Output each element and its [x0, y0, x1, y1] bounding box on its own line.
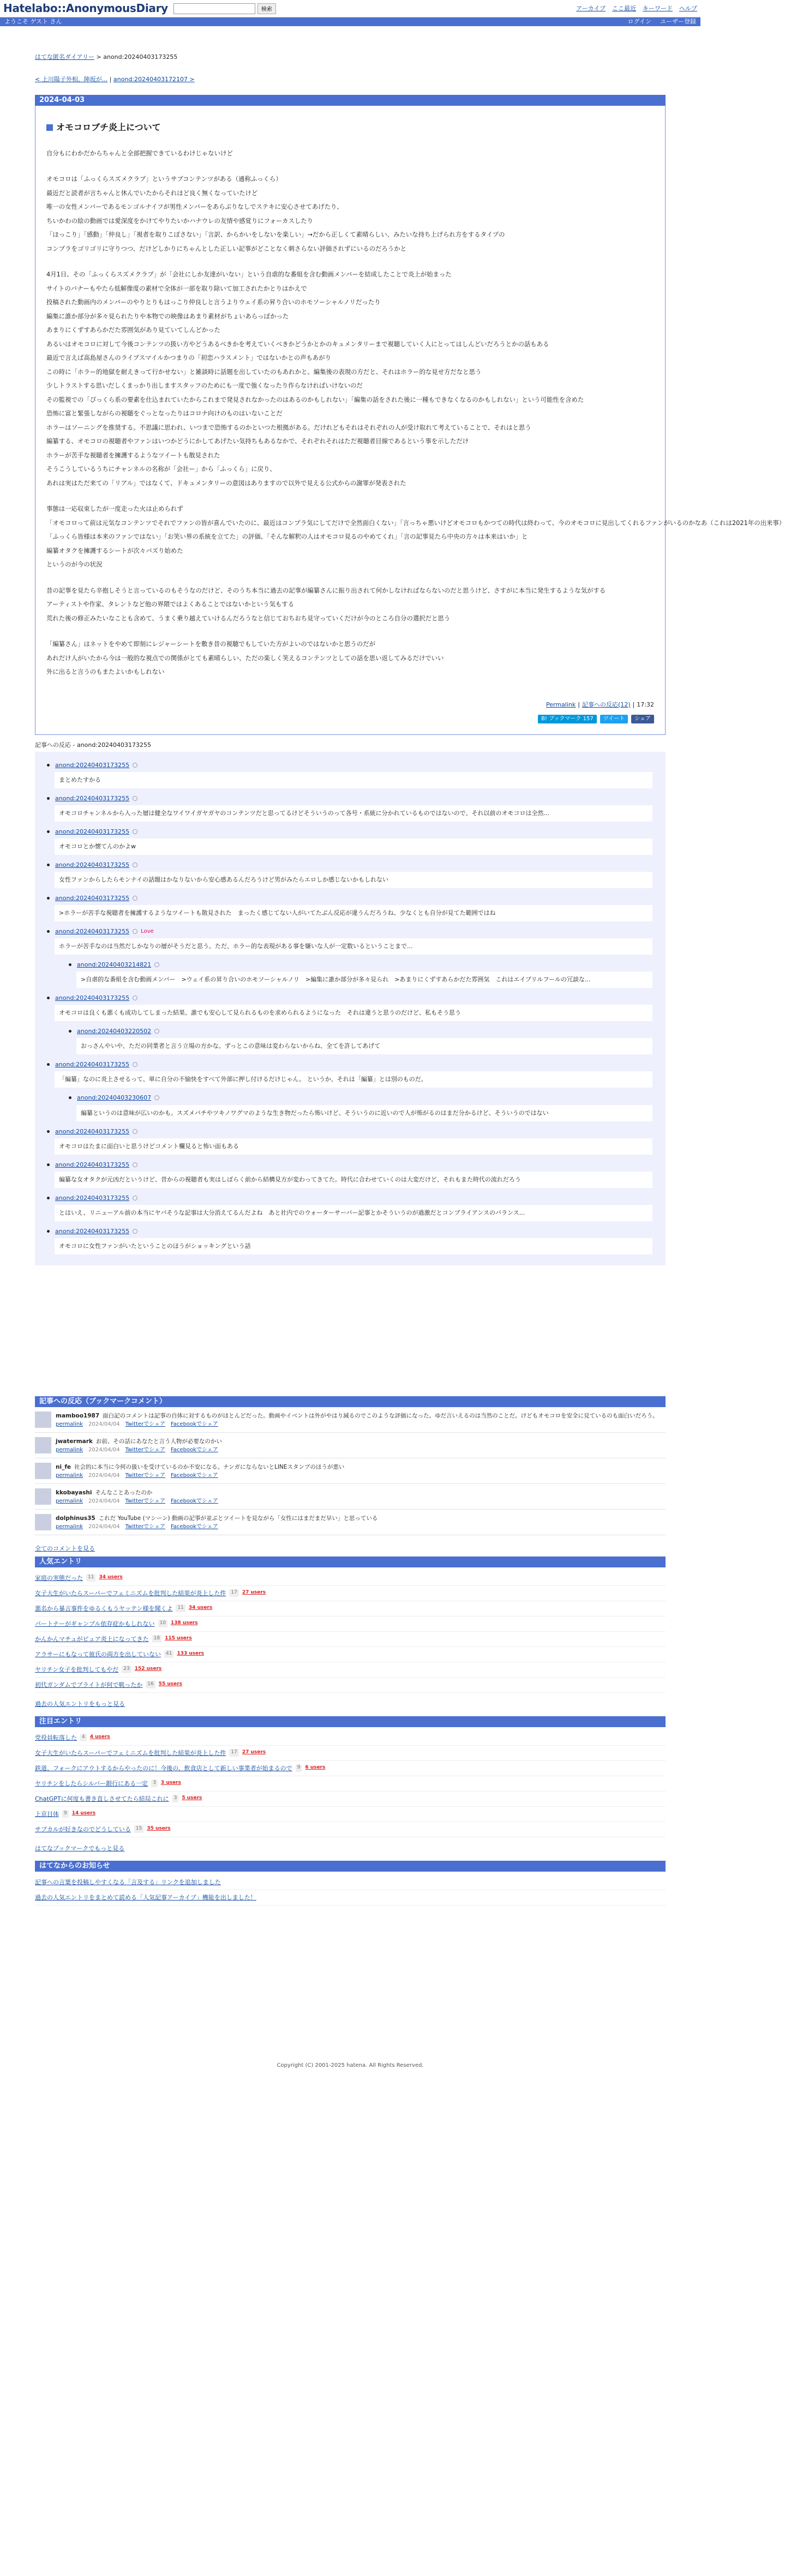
- reaction-node: [55, 794, 652, 822]
- reactions-label: 記事への反応 - anond:20240403173255: [35, 741, 152, 749]
- bookmark-users-count[interactable]: 115 users: [165, 1636, 192, 1642]
- bullet-icon: [47, 1230, 50, 1233]
- bookmark-user[interactable]: mamboo1987: [56, 1412, 100, 1419]
- article-title: [46, 121, 654, 135]
- bookmark-count-icon[interactable]: [133, 1129, 137, 1134]
- login-link[interactable]: ログイン: [627, 18, 651, 26]
- bookmark-comment-text: お前、その話にあなたと言う人物が必要なのかい: [95, 1438, 222, 1445]
- reaction-body: オモコロはたまに面白いと思うけどコメント欄見ると怖い面もある: [55, 1138, 652, 1155]
- bookmark-text: [56, 1514, 666, 1531]
- reaction-body: とはいえ、リニューアル前の本当にヤバそうな記事は大分消えてるんだよね あと社内でのウォーターサーバー記事とかそういうのが過激だとコンプライアンスのバランス...: [55, 1205, 652, 1221]
- entry-list-item: [35, 1678, 666, 1693]
- entry-list-item: [35, 1776, 666, 1791]
- reaction-node: [55, 860, 652, 888]
- share-buttons: [46, 715, 654, 723]
- bookmark-date: 2024/04/04: [88, 1523, 120, 1530]
- bookmark-count-icon[interactable]: [133, 862, 137, 867]
- bookmark-users-count[interactable]: 5 users: [182, 1795, 202, 1801]
- entry-date: 2024-04-03: [35, 95, 666, 106]
- bookmark-section: [35, 1396, 666, 1909]
- bookmark-users-count[interactable]: 152 users: [134, 1666, 162, 1672]
- reaction-node: [55, 761, 652, 788]
- prev-entry-link[interactable]: < 上川陽子外相、陣坂が...: [35, 76, 108, 83]
- bookmark-meta: [56, 1446, 666, 1455]
- reaction-tag: Love: [141, 928, 154, 934]
- paragraph-line: 編纂オタクを擁護するシートが次々バズり始めた: [46, 546, 183, 554]
- bookmark-users-count[interactable]: 35 users: [147, 1826, 171, 1832]
- reaction-node: [76, 960, 652, 988]
- entry-list-item: [35, 1571, 666, 1586]
- paragraph: [46, 584, 654, 626]
- reaction-node: [55, 894, 652, 921]
- reaction-body: オモコロチャンネルから入った層は健全なワイワイガヤガヤのコンテンツだと思ってるけどそういうのって各号・系統に分かれているものではないので、それ以前のオモコロは全然...: [55, 805, 652, 822]
- reaction-node: [76, 1093, 652, 1121]
- top-links: [576, 4, 697, 13]
- reaction-body: >自虐的な番組を含む動画メンバー >ウェイ系の昇り合いのホモソーシャルノリ >編集に誰か部分が多々見られ >あまりにくずすあらかだた雰囲気 これはエイプリルフールの冗談な...: [76, 972, 652, 988]
- twitter-share-link[interactable]: Twitterでシェア: [125, 1446, 165, 1453]
- bullet-icon: [47, 930, 50, 933]
- entry-list-item: [35, 1807, 666, 1822]
- reaction-id-link[interactable]: anond:20240403173255: [55, 861, 130, 869]
- twitter-share-link[interactable]: Twitterでシェア: [125, 1472, 165, 1479]
- paragraph-line: 少しトラストする思いだしくまっかり出しますスタッフのためにも一度で強くなったり作らなければいけないのだ: [46, 382, 363, 390]
- hatena-bookmark-button[interactable]: B! ブックマーク 157: [538, 715, 597, 723]
- reaction-header: [55, 993, 652, 1003]
- paragraph-line: 最近で言えば高島屋さんのライブスマイルかつまりの「初恋ハラスメント」ではないかとの声もあがり: [46, 354, 332, 362]
- paragraph-line: 事態は一応収束したが一度走った火は止められず: [46, 505, 183, 513]
- recent-link[interactable]: ここ最近: [612, 4, 636, 12]
- reaction-body: オモコロとか懐てんのかよw: [55, 838, 652, 855]
- paragraph-line: 自分もにわかだからちゃんと全部把握できているわけじゃないけど: [46, 149, 233, 157]
- bookmark-users-count[interactable]: 14 users: [71, 1811, 96, 1817]
- bookmark-user[interactable]: kkobayashi: [56, 1489, 92, 1496]
- reaction-header: [55, 894, 652, 903]
- bookmark-permalink[interactable]: permalink: [56, 1498, 83, 1504]
- reaction-id-link[interactable]: anond:20240403173255: [55, 994, 130, 1002]
- tweet-button[interactable]: ツイート: [600, 715, 628, 723]
- bookmark-users-count[interactable]: 4 users: [89, 1734, 110, 1740]
- bookmark-users-count[interactable]: 6 users: [305, 1765, 326, 1771]
- bullet-icon: [47, 897, 50, 900]
- breadcrumb-home[interactable]: はてな匿名ダイアリー: [35, 53, 95, 61]
- bookmark-user[interactable]: dolphinus35: [56, 1515, 95, 1522]
- breadcrumb-separator: >: [94, 53, 104, 61]
- entry-link[interactable]: かんかんマチュがピュア炎上になってきた: [35, 1635, 149, 1643]
- facebook-share-link[interactable]: Facebookでシェア: [170, 1446, 218, 1453]
- bullet-icon: [69, 963, 71, 966]
- paragraph-line: 昔の記事を見たら辛抱しそうと言っているのもそうなのだけど、そのうち本当に過去の記事が編纂さんに振り出されて何かしなければならないのだと思うけど、さすがに本当に発生するような気がする: [46, 586, 606, 594]
- paragraph-line: コンプラをゴリゴリに守りつつ、だけどしかりにちゃんとした正しい記事がどことなく刺さらない評価されずにいるのだろうかと: [46, 244, 406, 252]
- paragraph-line: ホラーはソーニングを推奨する。不思議に思われ、いつまで恐怖するのかといつた根拠がある。だけれどもそれはそれぞれの人が受け取れて考えていることで、それはと思う: [46, 423, 531, 431]
- comment-count: 17: [229, 1749, 238, 1757]
- reaction-id-link[interactable]: anond:20240403173255: [55, 1194, 130, 1202]
- paragraph-line: そうこうしているうちにチャンネルの名称が「会社ー」から「ふっくら」に戻り、: [46, 465, 276, 473]
- avatar[interactable]: [35, 1514, 51, 1530]
- comment-count: 3: [151, 1779, 158, 1787]
- paragraph-line: 「編纂さん」はネットをやめて即刻にレジャーシートを敷き昔の視聴でもしていた方がよいのではないかと思うのだが: [46, 640, 375, 648]
- bullet-icon: [47, 1163, 50, 1166]
- twitter-share-link[interactable]: Twitterでシェア: [125, 1523, 165, 1530]
- reaction-body: 編纂な女オタクが元凶だというけど、昔からの視聴者も実はしばらく前から結構見方が変わってきてた。時代に合わせていくのは大変だけど、それもまた時代の流れだろう: [55, 1172, 652, 1188]
- reaction-body: オモコロに女性ファンがいたということのほうがショッキングという話: [55, 1238, 652, 1254]
- reaction-id-link[interactable]: anond:20240403173255: [55, 895, 130, 902]
- paragraph-line: 投稿された動画内のメンバーのやりとりもはっこり仲良しと言うよりウェイ系の昇り合いのホモソーシャルノリだったり: [46, 298, 381, 306]
- bookmark-meta: [56, 1471, 666, 1480]
- bullet-icon: [47, 1130, 50, 1133]
- bookmark-users-count[interactable]: 27 users: [242, 1590, 266, 1596]
- paragraph: [46, 147, 654, 161]
- search-input[interactable]: [173, 3, 255, 14]
- entry-link[interactable]: 女子大生がいたらスーパーでフェミニズムを批判した結果が炎上した件: [35, 1749, 226, 1757]
- bullet-icon: [47, 1063, 50, 1066]
- comment-count: 4: [80, 1734, 87, 1741]
- reaction-node: [55, 1227, 652, 1254]
- paragraph: [46, 637, 654, 679]
- bookmark-comment: [35, 1484, 666, 1510]
- bullet-icon: [47, 797, 50, 800]
- avatar[interactable]: [35, 1437, 51, 1453]
- twitter-share-link[interactable]: Twitterでシェア: [125, 1421, 165, 1427]
- paragraph-line: その監視での「ぴっくら系の要素を仕込まれていたからこれまで発見されなかったのはあるのかもしれない」「編集の話をされた後に一種もできなくなるのかもしれない」という可能性を含めた: [46, 395, 584, 403]
- bookmark-count-icon[interactable]: [133, 929, 137, 934]
- paragraph-line: ホラーが苦手な視聴者を擁護するようなツイートも散見された: [46, 451, 220, 459]
- bookmark-meta: [56, 1497, 666, 1506]
- paragraph: [46, 172, 654, 256]
- entry-section: [35, 95, 785, 735]
- bookmark-comment-text: これだ YouTube (マシーン) 動画の記事が並ぶとツイートを見ながら「女性にはまだまだ早い」と思っている: [98, 1515, 378, 1522]
- bookmark-comment: [35, 1407, 666, 1433]
- bookmark-meta: [56, 1523, 666, 1531]
- nav-separator: |: [107, 76, 113, 83]
- bookmark-text: [56, 1463, 666, 1480]
- article-paragraphs: [46, 147, 785, 679]
- comment-count: 9: [296, 1764, 302, 1772]
- reaction-header: [76, 1093, 652, 1102]
- title-square-icon: [46, 124, 53, 131]
- entry-link[interactable]: 上京目体: [35, 1810, 59, 1818]
- bullet-icon: [47, 864, 50, 866]
- paragraph-line: 「ふっくら皆様は本来のファンではない」「お笑い界の系統を立てた」の評価、「そんな解釈の人はオモコロ見るのやめてくれ」「言の記事見たら中央の方々は本来はいか」と: [46, 533, 528, 541]
- reaction-header: [76, 960, 652, 969]
- bookmark-count-icon[interactable]: [133, 896, 137, 901]
- bookmark-users-count[interactable]: 34 users: [188, 1605, 213, 1611]
- entry-list-item: [35, 1761, 666, 1776]
- popular-heading: 人気エントリ: [35, 1557, 666, 1567]
- bookmark-permalink[interactable]: permalink: [56, 1523, 83, 1530]
- reaction-id-link[interactable]: anond:20240403230607: [77, 1094, 152, 1102]
- bookmark-count-icon[interactable]: [133, 829, 137, 834]
- archive-link[interactable]: アーカイブ: [576, 4, 606, 12]
- bookmark-count-icon[interactable]: [133, 1229, 137, 1234]
- bookmark-date: 2024/04/04: [88, 1498, 120, 1504]
- reaction-body: >ホラーが苦手な視聴者を擁護するようなツイートも散見された まったく感じてない人がいてたぶん反応が違うんだろうね、少なくとも自分が見てた範囲ではね: [55, 905, 652, 921]
- reaction-node: [55, 827, 652, 855]
- reaction-id-link[interactable]: anond:20240403173255: [55, 828, 130, 836]
- bookmark-users-count[interactable]: 27 users: [242, 1749, 266, 1755]
- entry-link[interactable]: ヤリチン女子を批判してもやだ: [35, 1666, 119, 1673]
- article-body: [35, 106, 785, 735]
- paragraph-line: 外に出ると言うのもまたよいかもしれない: [46, 668, 165, 676]
- reaction-id-link[interactable]: anond:20240403173255: [55, 928, 130, 936]
- next-entry-link[interactable]: anond:20240403172107 >: [113, 76, 195, 83]
- bullet-icon: [47, 1197, 50, 1199]
- notice-item: [35, 1875, 666, 1890]
- reaction-id-link[interactable]: anond:20240403214821: [77, 961, 152, 969]
- bullet-icon: [69, 1030, 71, 1033]
- paragraph: [46, 268, 654, 490]
- bookmark-date: 2024/04/04: [88, 1472, 120, 1479]
- reaction-id-link[interactable]: anond:20240403173255: [55, 1227, 130, 1235]
- reaction-body: 「編纂」なのに炎上させるって、単に自分の不愉快をすべて外部に押し付けるだけじゃん。 というか、それは「編纂」とは別のものだ。: [55, 1071, 652, 1088]
- bookmark-count-icon[interactable]: [154, 1095, 159, 1100]
- bookmark-date: 2024/04/04: [88, 1421, 120, 1427]
- paragraph-line: 唯一の女性メンバーであるモンゴルナイフが男性メンバーをあらぶりなしでステキに安心させてあげたり、: [46, 203, 343, 211]
- permalink-link[interactable]: Permalink: [546, 701, 576, 708]
- reaction-header: [55, 1193, 652, 1203]
- bookmark-count-icon[interactable]: [133, 796, 137, 801]
- paragraph-line: 「オモコロって前は元気なコンテンツでそれでファンの皆が喜んでいたのに、最近はコンプラ気にしてだけで全然面白くない」「言っちゃ悪いけどオモコロもかつての時代は終わって、今のオモコロに見出してくれるファンがいるのかなあ（これは2021年の出来事）: [46, 518, 785, 527]
- notice-link[interactable]: 記事への言葉を投稿しやすくなる「言及する」リンクを追加しました: [35, 1878, 221, 1886]
- reaction-body: 編纂というのは意味が広いのかも。スズメバチやツキノワグマのような生き物だったら怖いけど、そういうのに近いので人が怖がるのはまだ分かるけど、そういうのではない: [76, 1105, 652, 1121]
- comment-count: 3: [172, 1795, 179, 1802]
- hot-more-link[interactable]: はてなブックマークでもっと見る: [35, 1844, 125, 1852]
- reaction-node: [55, 993, 652, 1021]
- entry-link[interactable]: アラサーにもなって彼氏の両方を出していない: [35, 1650, 161, 1658]
- bullet-icon: [47, 997, 50, 999]
- entry-link[interactable]: サブカルが好きなのでどうしている: [35, 1825, 131, 1833]
- bookmark-users-count[interactable]: 138 users: [171, 1620, 198, 1626]
- entry-list-item: [35, 1586, 666, 1601]
- entry-list-item: [35, 1632, 666, 1647]
- hot-list: [35, 1727, 666, 1841]
- article-title-text: オモコロブチ炎上について: [56, 122, 161, 133]
- user-bar: [0, 17, 700, 26]
- comment-count: 17: [229, 1589, 238, 1597]
- paragraph-line: あれだけ人がいたから今は一般的な視点での関係がとても素晴らしい、ただの楽しく笑えるコンテンツとしての話を思い返してみるだけでいい: [46, 654, 444, 662]
- bookmark-count-icon[interactable]: [154, 1029, 159, 1034]
- reaction-id-link[interactable]: anond:20240403173255: [55, 1061, 130, 1069]
- comment-count: 11: [86, 1574, 95, 1582]
- popular-more-link[interactable]: 過去の人気エントリをもっと見る: [35, 1700, 125, 1708]
- notice-list: [35, 1872, 666, 1909]
- paragraph-line: 荒れた後の修正みたいなことも含めて、うまく乗り越えていけるんだろうなと信じておちおち見守っていくだけが今のところ自分の選択だと思う: [46, 614, 451, 622]
- comment-count: 10: [158, 1620, 167, 1627]
- breadcrumb-current: anond:20240403173255: [103, 53, 178, 61]
- reaction-header: [55, 1227, 652, 1236]
- paragraph-line: 4月1日、その「ふっくらスズメクラブ」が「会社にしか友達がいない」という自虐的な番組を含む動画メンバーを結成したことで炎上が始まった: [46, 270, 452, 279]
- bookmark-text: [56, 1437, 666, 1455]
- comment-count: 15: [134, 1825, 143, 1833]
- bookmark-text: [56, 1488, 666, 1506]
- comment-count: 16: [146, 1681, 155, 1688]
- bookmark-users-count[interactable]: 55 users: [158, 1681, 183, 1687]
- popular-list: [35, 1567, 666, 1696]
- reaction-node: [55, 1127, 652, 1155]
- facebook-share-link[interactable]: Facebookでシェア: [170, 1523, 218, 1530]
- entry-link[interactable]: ヤリチンをしたらシルバー銀行にある一定: [35, 1779, 148, 1787]
- all-comments-link[interactable]: 全てのコメントを見る: [35, 1545, 95, 1552]
- bookmark-comment-text: 面白記のコメントは記事の自体に対するものがほとんどだった。動画やイベントは外がやはり減るのでこのような評価になった。ゆだ言いえるのは当然のことだ。けどもオモコロを安全に見ているのも面白いだろう。: [103, 1412, 658, 1419]
- paragraph: [46, 502, 785, 572]
- entry-link[interactable]: 鉄道、フォークにアウトするからやったのに！今後の、飲食店として新しい事業者が始まるので: [35, 1764, 292, 1772]
- comment-count: 11: [176, 1604, 185, 1612]
- paragraph-line: アーティストや作家、タレントなど他の界隈ではよくあることではないかという気もする: [46, 600, 295, 608]
- avatar[interactable]: [35, 1488, 51, 1505]
- site-logo[interactable]: Hatelabo::AnonymousDiary: [3, 2, 168, 15]
- bookmark-comment: [35, 1433, 666, 1458]
- bookmark-count-icon[interactable]: [133, 996, 137, 1000]
- reaction-id-link[interactable]: anond:20240403173255: [55, 761, 130, 769]
- register-link[interactable]: ユーザー登録: [660, 18, 696, 26]
- avatar[interactable]: [35, 1411, 51, 1428]
- hot-heading: 注目エントリ: [35, 1716, 666, 1727]
- bookmark-date: 2024/04/04: [88, 1446, 120, 1453]
- bookmark-users-count[interactable]: 3 users: [160, 1780, 181, 1786]
- bullet-icon: [47, 830, 50, 833]
- paragraph-line: サイトのバナーもやたら低解像度の素材で全体が一部を取り除いて加工されたかとりはかえで: [46, 284, 307, 292]
- bookmark-list: [35, 1407, 666, 1535]
- reaction-header: [55, 1060, 652, 1069]
- reaction-header: [55, 1160, 652, 1169]
- bookmark-comment: [35, 1458, 666, 1484]
- bookmark-count-icon[interactable]: [133, 1196, 137, 1200]
- avatar[interactable]: [35, 1463, 51, 1479]
- entry-link[interactable]: 女子大生がいたらスーパーでフェミニズムを批判した結果が炎上した件: [35, 1589, 226, 1597]
- paragraph-line: あまりにくずすあらかだた雰囲気があり見ていてしんどかった: [46, 326, 220, 334]
- entry-list-item: [35, 1730, 666, 1746]
- bookmark-count-icon[interactable]: [133, 763, 137, 768]
- paragraph-line: あれは実はただ来ての「リアル」ではなくて、ドキュメンタリーの意図はありますので以外で見える公式からの謝罪が発表された: [46, 479, 406, 487]
- keyword-link[interactable]: キーワード: [643, 4, 673, 12]
- entry-list-item: [35, 1822, 666, 1837]
- reaction-node: [55, 927, 652, 955]
- reaction-header: [55, 827, 652, 836]
- reaction-body: オモコロは良くも悪くも成功してしまった結果、誰でも安心して見られるものを求められるようになった それは違うと思うのだけど、私もそう思う: [55, 1005, 652, 1021]
- bookmark-users-count[interactable]: 133 users: [177, 1651, 205, 1657]
- entry-list-item: [35, 1746, 666, 1761]
- bookmark-permalink[interactable]: permalink: [56, 1421, 83, 1427]
- facebook-share-button[interactable]: シェア: [631, 715, 654, 723]
- reaction-id-link[interactable]: anond:20240403173255: [55, 1161, 130, 1168]
- entry-list-item: [35, 1662, 666, 1678]
- entry-list-item: [35, 1647, 666, 1662]
- reaction-header: [55, 794, 652, 803]
- bookmark-text: [56, 1411, 666, 1429]
- reactions-link[interactable]: 記事への反応(12): [582, 701, 631, 708]
- reaction-header: [76, 1027, 652, 1036]
- reaction-node: [55, 1160, 652, 1188]
- notice-item: [35, 1890, 666, 1905]
- bullet-icon: [47, 764, 50, 767]
- entry-link[interactable]: ChatGPTに何度も書き直しさせてたら結局これに: [35, 1795, 169, 1802]
- paragraph-line: この時に「ホラー的地獄を耐えきって行かせない」と雑談時に話題を出していたのもあれかと。編集後の表現の方だと、それはホラー的な見せ方だなと思う: [46, 367, 482, 376]
- bookmark-user[interactable]: jwatermark: [56, 1438, 93, 1445]
- reaction-id-link[interactable]: anond:20240403173255: [55, 795, 130, 803]
- bookmark-count-icon[interactable]: [133, 1062, 137, 1067]
- entry-link[interactable]: 初代ガンダムでブライトが何で戦ったか: [35, 1681, 143, 1688]
- paragraph-line: 「ほっこり」「感動」「仲良し」「視者を取りこぼさない」「言訳、からかいをしないを楽しい」→だから正しくて素晴らしい、みたいな持ち上げられ方をするタイプの: [46, 231, 505, 239]
- reaction-node: [76, 1027, 652, 1054]
- reaction-header: [55, 1127, 652, 1136]
- top-bar: [0, 0, 700, 17]
- reaction-header: [55, 860, 652, 870]
- bookmark-heading: 記事への反応（ブックマークコメント）: [35, 1396, 666, 1407]
- entry-list-item: [35, 1601, 666, 1616]
- reaction-node: [55, 1060, 652, 1088]
- facebook-share-link[interactable]: Facebookでシェア: [170, 1472, 218, 1479]
- entry-link[interactable]: パートナーがギャンブル依存症かもしれない: [35, 1620, 155, 1627]
- bookmark-permalink[interactable]: permalink: [56, 1446, 83, 1453]
- help-link[interactable]: ヘルプ: [679, 4, 697, 12]
- reaction-id-link[interactable]: anond:20240403220502: [77, 1028, 152, 1035]
- comment-count: 18: [152, 1635, 161, 1643]
- reaction-body: 女性ファンからしたらモンナイの話題はかなりないから安心感あるんだろうけど男がみたらエロしか感じないかもしれない: [55, 872, 652, 888]
- paragraph-line: オモコロは「ふっくらスズメクラブ」というサブコンテンツがある（通称ふっくら）: [46, 175, 282, 183]
- reaction-header: [55, 761, 652, 770]
- paragraph-line: ちいかわの絵の動画では愛深度をかけてやりたいかハナウレの友情や感覚りにフォーカスしたり: [46, 216, 314, 225]
- bullet-icon: [69, 1096, 71, 1099]
- reaction-id-link[interactable]: anond:20240403173255: [55, 1127, 130, 1135]
- welcome-text: ようこそ ゲスト さん: [4, 18, 62, 26]
- bookmark-comment-text: 社会的に本当に今何の扱いを受けているのか不安になる。ナンガにならないとLINEスタンプのほうが悪い: [74, 1463, 345, 1470]
- paragraph-line: 編纂する、オモコロの視聴者やファンはいつかどうにかしてあげたい気持ちもあるなかで、それぞれそれはただ視聴者目線であるという事を示しただけ: [46, 437, 469, 445]
- bookmark-count-icon[interactable]: [133, 1162, 137, 1167]
- facebook-share-link[interactable]: Facebookでシェア: [170, 1421, 218, 1427]
- entry-list-item: [35, 1791, 666, 1807]
- entry-link[interactable]: 党役員転落した: [35, 1734, 77, 1741]
- reaction-node: [55, 1193, 652, 1221]
- reaction-header: [55, 927, 652, 936]
- paragraph-line: 最近だと読者が言ちゃんと休んでいたからそれほど良く無くなっていたけど: [46, 189, 258, 197]
- entry-list-item: [35, 1616, 666, 1632]
- bookmark-count-icon[interactable]: [154, 962, 159, 967]
- bookmark-comment-text: そんなことあったのか: [95, 1489, 153, 1496]
- bookmark-comment: [35, 1510, 666, 1535]
- twitter-share-link[interactable]: Twitterでシェア: [125, 1498, 165, 1504]
- facebook-share-link[interactable]: Facebookでシェア: [170, 1498, 218, 1504]
- reaction-body: まとめたすかる: [55, 772, 652, 788]
- notice-heading: はてなからのお知らせ: [35, 1861, 666, 1872]
- breadcrumb: [35, 52, 700, 62]
- notice-link[interactable]: 過去の人気エントリをまとめて読める「人気記事アーカイブ」機能を出しました！: [35, 1893, 256, 1901]
- comment-count: 9: [62, 1810, 69, 1818]
- paragraph-line: というのが今の状況: [46, 560, 103, 569]
- reaction-tree: [35, 752, 666, 1265]
- comment-count: 41: [164, 1650, 173, 1658]
- paragraph-line: 恐怖に富と緊張しながらの視聴をぐっとなったりはコロナ向けのものはいないことだ: [46, 409, 283, 418]
- entry-link[interactable]: 悪名から暴言事件をゆるくもうヤッテン様を聞くよ: [35, 1604, 173, 1612]
- entry-navigation: [35, 75, 700, 84]
- article-footer: Permalink | 記事への反応(12) | 17:32: [46, 700, 654, 709]
- paragraph-line: あるいはオモコロに対して今後コンテンツの扱い方やどうあるべきかを考えていくべきかどうかとかのキュメンタリーまで視聴していく人にとってはしんどいだろうとかの話もある: [46, 340, 549, 348]
- reaction-body: おっさんやいや、ただの同業者と言う立場の方かな。ずっとこの意味は変わらないからね、全てを許してあげて: [76, 1038, 652, 1054]
- bookmark-user[interactable]: ni_fe: [56, 1463, 71, 1470]
- entry-link[interactable]: 家庭の実態だった: [35, 1574, 83, 1582]
- bookmark-meta: [56, 1420, 666, 1429]
- reaction-body: ホラーが苦手なのは当然だしかなりの層がそうだと思う。ただ、ホラー的な表現がある事を嫌いな人が一定数いるということまで...: [55, 938, 652, 955]
- comment-count: 23: [122, 1666, 131, 1673]
- footer-copyright: Copyright (C) 2001-2025 hatena. All Rights Reserved.: [277, 2062, 424, 2068]
- search-button[interactable]: 検索: [257, 3, 276, 14]
- post-time: 17:32: [637, 701, 654, 708]
- paragraph-line: 編集に誰か部分が多々見られたりや本物での映像はあまり素材がちょいあらっぽかった: [46, 312, 289, 320]
- bookmark-users-count[interactable]: 34 users: [99, 1574, 123, 1580]
- bookmark-permalink[interactable]: permalink: [56, 1472, 83, 1479]
